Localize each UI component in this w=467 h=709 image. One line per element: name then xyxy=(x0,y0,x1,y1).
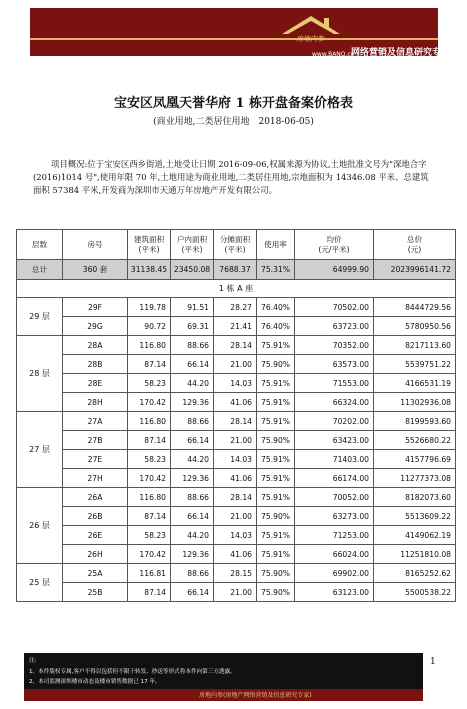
table-cell: 129.36 xyxy=(171,393,214,412)
table-cell: 21.00 xyxy=(214,431,257,450)
table-row xyxy=(17,393,456,412)
room-number: 26A xyxy=(63,488,128,507)
room-number: 26H xyxy=(63,545,128,564)
table-cell: 87.14 xyxy=(128,507,171,526)
footer-label: 注: xyxy=(29,658,37,664)
room-number: 28B xyxy=(63,355,128,374)
footer-bar xyxy=(24,689,423,701)
table-cell: 21.41 xyxy=(214,317,257,336)
price-table xyxy=(16,229,456,602)
floor-cell: 28 层 xyxy=(17,336,63,412)
table-cell: 69.31 xyxy=(171,317,214,336)
table-row xyxy=(17,507,456,526)
table-cell: 44.20 xyxy=(171,526,214,545)
room-number: 28A xyxy=(63,336,128,355)
column-header: 总价 (元) xyxy=(374,230,456,260)
table-cell: 75.90% xyxy=(257,507,295,526)
room-number: 29F xyxy=(63,298,128,317)
column-header: 层数 xyxy=(17,230,63,260)
table-cell: 41.06 xyxy=(214,545,257,564)
table-cell: 66324.00 xyxy=(295,393,374,412)
column-header: 户内面积 (平米) xyxy=(171,230,214,260)
table-cell: 87.14 xyxy=(128,355,171,374)
table-cell: 88.66 xyxy=(171,488,214,507)
table-cell: 116.80 xyxy=(128,336,171,355)
total-cell: 2023996141.72 xyxy=(374,260,456,280)
room-number: 26E xyxy=(63,526,128,545)
table-cell: 71253.00 xyxy=(295,526,374,545)
room-number: 27E xyxy=(63,450,128,469)
total-cell: 64999.90 xyxy=(295,260,374,280)
table-cell: 91.51 xyxy=(171,298,214,317)
table-cell: 75.90% xyxy=(257,564,295,583)
table-cell: 11277373.08 xyxy=(374,469,456,488)
table-cell: 44.20 xyxy=(171,374,214,393)
table-cell: 11302936.08 xyxy=(374,393,456,412)
table-cell: 70502.00 xyxy=(295,298,374,317)
table-cell: 75.90% xyxy=(257,431,295,450)
table-cell: 69902.00 xyxy=(295,564,374,583)
header-banner xyxy=(30,8,451,58)
project-overview: 项目概况:位于宝安区西乡街道,土地受让日期 2016-09-06,权属来源为协议,土地批准文号为"深地合字(2016)1014 号",使用年限 70 年,土地用途为商业用地,二类居住用地,宗地面积为 14346.08 平米、总建筑面积 57384 平米,开发商为深圳市天通万年房地产开发有限公司。 xyxy=(33,159,429,195)
table-cell: 8165252.62 xyxy=(374,564,456,583)
section-label: 1 栋 A 座 xyxy=(17,280,456,298)
table-cell: 63123.00 xyxy=(295,583,374,602)
table-row xyxy=(17,526,456,545)
table-cell: 5513609.22 xyxy=(374,507,456,526)
table-cell: 75.91% xyxy=(257,526,295,545)
document-subtitle: (商业用地,二类居住用地 2018-06-05) xyxy=(153,117,314,127)
table-row xyxy=(17,545,456,564)
footer-notes xyxy=(24,653,423,701)
table-cell: 58.23 xyxy=(128,526,171,545)
table-cell: 41.06 xyxy=(214,393,257,412)
table-row xyxy=(17,564,456,583)
table-row xyxy=(17,336,456,355)
section-row xyxy=(17,280,456,298)
table-cell: 8444729.56 xyxy=(374,298,456,317)
table-cell: 88.66 xyxy=(171,412,214,431)
table-cell: 4157796.69 xyxy=(374,450,456,469)
table-cell: 170.42 xyxy=(128,393,171,412)
table-cell: 71403.00 xyxy=(295,450,374,469)
table-cell: 75.90% xyxy=(257,355,295,374)
footer-brand: 房地内参(房地产网络营销及信息研究专家) xyxy=(199,692,312,699)
table-cell: 170.42 xyxy=(128,545,171,564)
table-row xyxy=(17,450,456,469)
total-cell: 23450.08 xyxy=(171,260,214,280)
room-number: 27A xyxy=(63,412,128,431)
column-header: 房号 xyxy=(63,230,128,260)
column-header: 均价 (元/平米) xyxy=(295,230,374,260)
room-number: 27B xyxy=(63,431,128,450)
table-cell: 58.23 xyxy=(128,450,171,469)
table-cell: 58.23 xyxy=(128,374,171,393)
table-header-row xyxy=(17,230,456,260)
table-cell: 75.91% xyxy=(257,412,295,431)
table-cell: 21.00 xyxy=(214,507,257,526)
site-url: www.BANQ.cn xyxy=(312,51,355,58)
table-cell: 5539751.22 xyxy=(374,355,456,374)
table-cell: 70352.00 xyxy=(295,336,374,355)
floor-cell: 25 层 xyxy=(17,564,63,602)
table-cell: 70202.00 xyxy=(295,412,374,431)
table-cell: 4149062.19 xyxy=(374,526,456,545)
total-cell: 75.31% xyxy=(257,260,295,280)
room-number: 27H xyxy=(63,469,128,488)
table-cell: 8217113.60 xyxy=(374,336,456,355)
table-cell: 76.40% xyxy=(257,298,295,317)
table-cell: 41.06 xyxy=(214,469,257,488)
table-cell: 119.78 xyxy=(128,298,171,317)
table-cell: 28.14 xyxy=(214,488,257,507)
table-cell: 87.14 xyxy=(128,583,171,602)
room-number: 26B xyxy=(63,507,128,526)
table-cell: 75.91% xyxy=(257,450,295,469)
table-cell: 70052.00 xyxy=(295,488,374,507)
table-cell: 66.14 xyxy=(171,431,214,450)
table-cell: 66024.00 xyxy=(295,545,374,564)
room-number: 28H xyxy=(63,393,128,412)
table-row xyxy=(17,374,456,393)
table-cell: 75.91% xyxy=(257,336,295,355)
table-cell: 8182073.60 xyxy=(374,488,456,507)
room-number: 25A xyxy=(63,564,128,583)
floor-cell: 29 层 xyxy=(17,298,63,336)
table-row xyxy=(17,317,456,336)
table-cell: 63273.00 xyxy=(295,507,374,526)
table-cell: 75.90% xyxy=(257,583,295,602)
table-cell: 63423.00 xyxy=(295,431,374,450)
table-cell: 116.81 xyxy=(128,564,171,583)
column-header: 使用率 xyxy=(257,230,295,260)
table-cell: 116.80 xyxy=(128,412,171,431)
table-cell: 90.72 xyxy=(128,317,171,336)
table-cell: 5780950.56 xyxy=(374,317,456,336)
table-cell: 76.40% xyxy=(257,317,295,336)
table-row xyxy=(17,469,456,488)
total-cell: 31138.45 xyxy=(128,260,171,280)
table-cell: 28.15 xyxy=(214,564,257,583)
column-header: 建筑面积 (平米) xyxy=(128,230,171,260)
page-number: 1 xyxy=(430,657,436,667)
table-row xyxy=(17,355,456,374)
table-cell: 8199593.60 xyxy=(374,412,456,431)
table-cell: 66.14 xyxy=(171,583,214,602)
footer-note-1: 1、本件版权专属,客户不得以包括但不限于转发、抄送等形式将本件向第三方透露。 xyxy=(29,669,236,675)
table-cell: 75.91% xyxy=(257,393,295,412)
total-cell: 360 套 xyxy=(63,260,128,280)
floor-cell: 26 层 xyxy=(17,488,63,564)
table-cell: 75.91% xyxy=(257,374,295,393)
floor-cell: 27 层 xyxy=(17,412,63,488)
table-cell: 14.03 xyxy=(214,374,257,393)
table-cell: 75.91% xyxy=(257,545,295,564)
table-cell: 28.14 xyxy=(214,412,257,431)
room-number: 28E xyxy=(63,374,128,393)
table-cell: 28.14 xyxy=(214,336,257,355)
table-cell: 88.66 xyxy=(171,564,214,583)
total-row xyxy=(17,260,456,280)
footer-note-2: 2、本司监测深圳楼市动态及楼市销售数据已 17 年。 xyxy=(29,679,161,685)
table-cell: 5500538.22 xyxy=(374,583,456,602)
table-cell: 66.14 xyxy=(171,355,214,374)
table-cell: 87.14 xyxy=(128,431,171,450)
table-cell: 28.27 xyxy=(214,298,257,317)
table-cell: 129.36 xyxy=(171,469,214,488)
table-cell: 66174.00 xyxy=(295,469,374,488)
column-header: 分摊面积 (平米) xyxy=(214,230,257,260)
table-cell: 170.42 xyxy=(128,469,171,488)
document-title: 宝安区凤凰天誉华府 1 栋开盘备案价格表 xyxy=(113,96,354,111)
table-cell: 4166531.19 xyxy=(374,374,456,393)
table-cell: 116.80 xyxy=(128,488,171,507)
table-cell: 75.91% xyxy=(257,488,295,507)
table-row xyxy=(17,298,456,317)
table-row xyxy=(17,412,456,431)
table-row xyxy=(17,488,456,507)
table-cell: 66.14 xyxy=(171,507,214,526)
table-cell: 129.36 xyxy=(171,545,214,564)
table-cell: 14.03 xyxy=(214,526,257,545)
banner-stripe xyxy=(30,38,438,40)
table-cell: 21.00 xyxy=(214,583,257,602)
total-cell: 总计 xyxy=(17,260,63,280)
table-cell: 71553.00 xyxy=(295,374,374,393)
table-cell: 11251810.08 xyxy=(374,545,456,564)
table-cell: 63573.00 xyxy=(295,355,374,374)
table-cell: 88.66 xyxy=(171,336,214,355)
banner-title: 网络营销及信息研究专家 xyxy=(351,48,451,58)
total-cell: 7688.37 xyxy=(214,260,257,280)
table-cell: 21.00 xyxy=(214,355,257,374)
table-cell: 63723.00 xyxy=(295,317,374,336)
logo-text: 房地内参 xyxy=(296,35,324,43)
table-cell: 75.91% xyxy=(257,469,295,488)
table-cell: 14.03 xyxy=(214,450,257,469)
house-logo-icon xyxy=(276,12,346,52)
table-row xyxy=(17,583,456,602)
room-number: 25B xyxy=(63,583,128,602)
table-cell: 5526680.22 xyxy=(374,431,456,450)
table-cell: 44.20 xyxy=(171,450,214,469)
table-row xyxy=(17,431,456,450)
room-number: 29G xyxy=(63,317,128,336)
